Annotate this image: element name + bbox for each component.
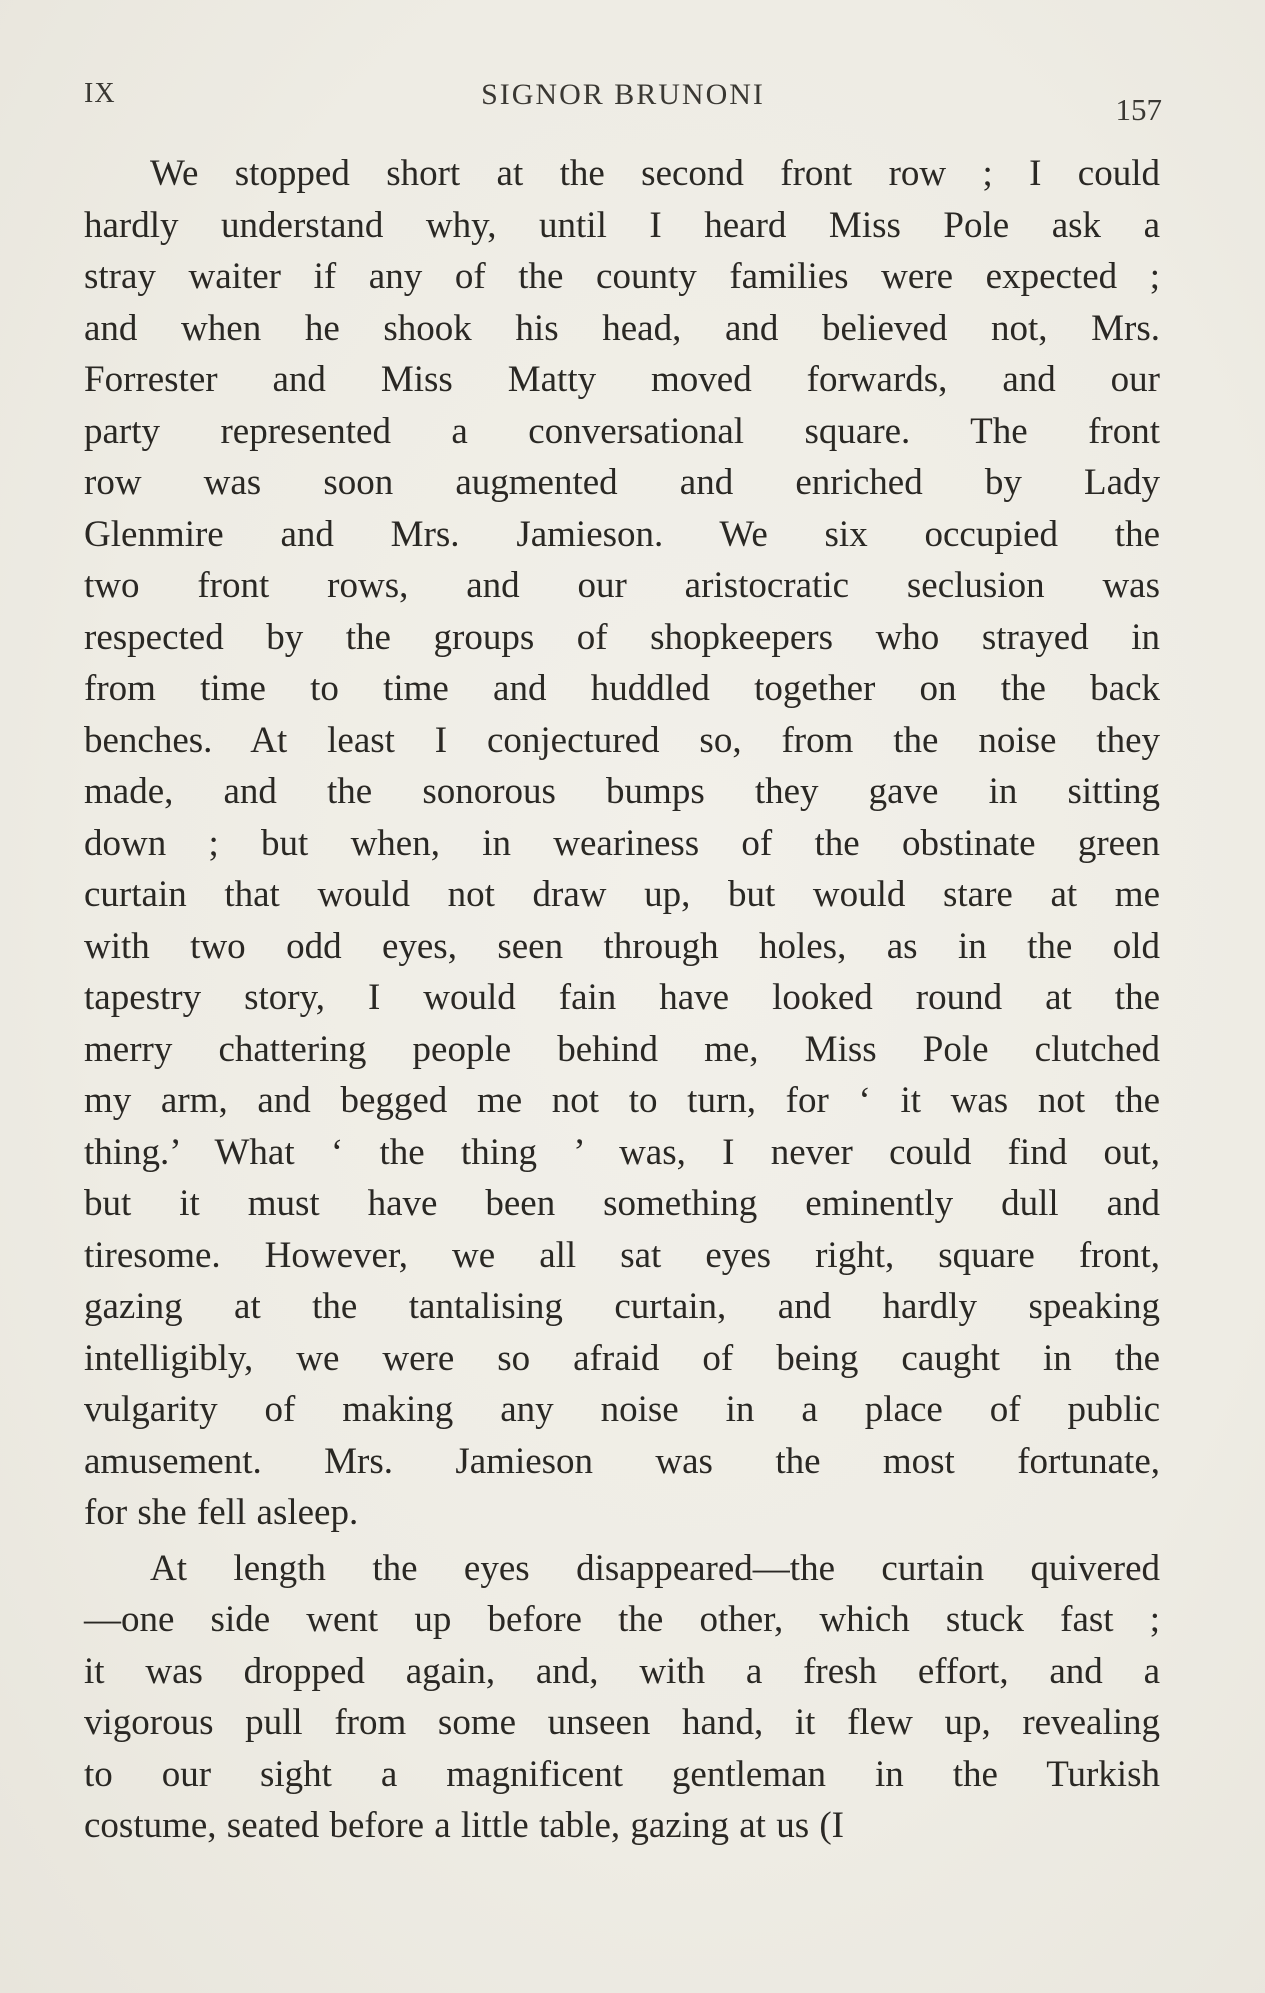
text-line: but it must have been something eminently dull and: [84, 1183, 1160, 1224]
text-line: my arm, and begged me not to turn, for ‘ it was not the: [84, 1080, 1160, 1121]
text-line: benches. At least I conjectured so, from the noise they: [84, 719, 1160, 761]
running-title: SIGNOR BRUNONI: [481, 78, 765, 111]
text-line: vigorous pull from some unseen hand, it flew up, revealing: [84, 1702, 1160, 1743]
text-line: to our sight a magnificent gentleman in the Turkish: [84, 1753, 1160, 1795]
running-header: [84, 78, 1162, 128]
text-line: tapestry story, I would fain have looked round at the: [84, 977, 1160, 1018]
text-line: thing.’ What ‘ the thing ’ was, I never could find out,: [84, 1131, 1160, 1173]
text-line: amusement. Mrs. Jamieson was the most fortunate,: [84, 1440, 1160, 1482]
text-line: gazing at the tantalising curtain, and hardly speaking: [84, 1286, 1160, 1327]
text-line: hardly understand why, until I heard Miss Pole ask a: [84, 204, 1160, 246]
text-line: stray waiter if any of the county families were expected ;: [84, 256, 1160, 297]
text-line: party represented a conversational square. The front: [84, 410, 1160, 452]
text-line: curtain that would not draw up, but would stare at me: [84, 874, 1160, 915]
text-line: Glenmire and Mrs. Jamieson. We six occupied the: [84, 513, 1160, 555]
text-line: down ; but when, in weariness of the obstinate green: [84, 822, 1160, 864]
text-line: made, and the sonorous bumps they gave in sitting: [84, 771, 1160, 812]
text-line: and when he shook his head, and believed not, Mrs.: [84, 307, 1160, 349]
paragraph: [84, 148, 1160, 1539]
text-line: vulgarity of making any noise in a place of public: [84, 1389, 1160, 1430]
text-line: We stopped short at the second front row ; I could: [150, 153, 1160, 194]
text-line: from time to time and huddled together on the back: [84, 668, 1160, 709]
text-line: with two odd eyes, seen through holes, as in the old: [84, 925, 1160, 967]
text-line: Forrester and Miss Matty moved forwards, and our: [84, 359, 1160, 400]
chapter-number: IX: [84, 78, 116, 109]
text-line: for she fell asleep.: [84, 1492, 359, 1533]
text-line: two front rows, and our aristocratic seclusion was: [84, 565, 1160, 606]
text-line: respected by the groups of shopkeepers who strayed in: [84, 616, 1160, 658]
page-number: 157: [1115, 92, 1162, 127]
text-line: it was dropped again, and, with a fresh effort, and a: [84, 1650, 1160, 1692]
text-line: tiresome. However, we all sat eyes right, square front,: [84, 1234, 1160, 1276]
text-line: intelligibly, we were so afraid of being caught in the: [84, 1337, 1160, 1379]
paragraph: [84, 1543, 1160, 1852]
text-line: At length the eyes disappeared—the curtain quivered: [150, 1547, 1160, 1589]
text-line: —one side went up before the other, which stuck fast ;: [84, 1599, 1160, 1640]
text-line: merry chattering people behind me, Miss Pole clutched: [84, 1028, 1160, 1070]
text-line: row was soon augmented and enriched by Lady: [84, 462, 1160, 503]
body-text: [84, 148, 1160, 1852]
text-line: costume, seated before a little table, gazing at us (I: [84, 1805, 845, 1846]
